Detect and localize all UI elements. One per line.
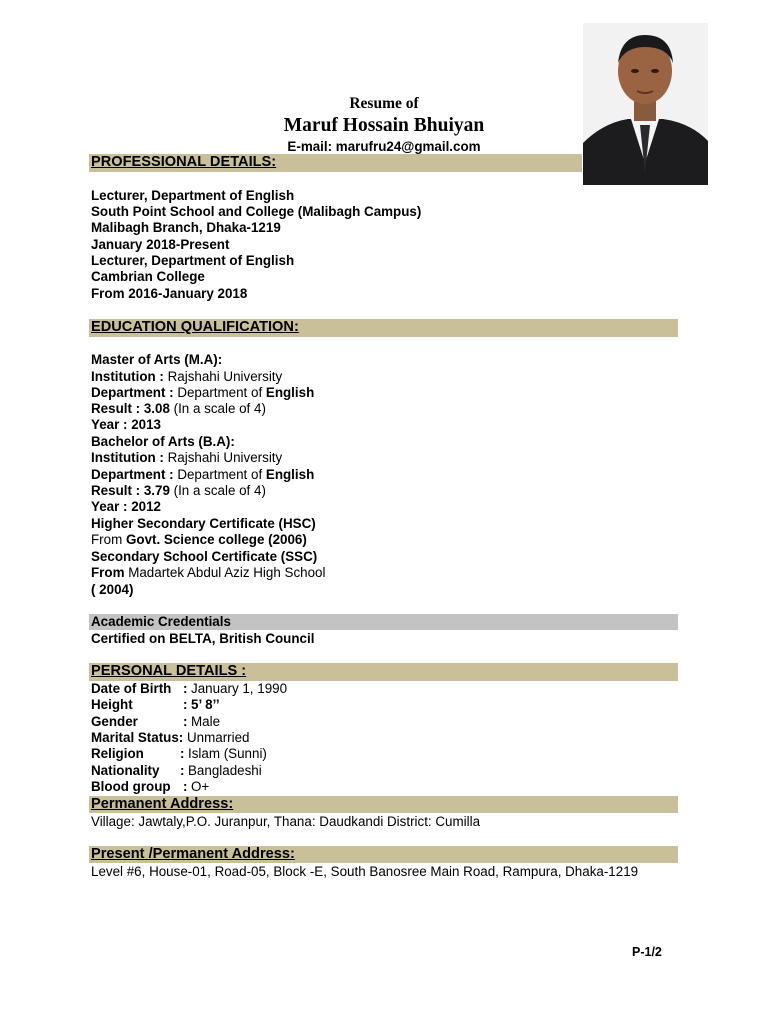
permanent-address-line: Village: Jawtaly,P.O. Juranpur, Thana: Daudkandi District: Cumilla bbox=[91, 814, 481, 829]
hsc-title: Higher Secondary Certificate (HSC) bbox=[91, 516, 316, 531]
professional-line: Malibagh Branch, Dhaka-1219 bbox=[91, 220, 281, 235]
resume-of-label: Resume of bbox=[349, 95, 419, 112]
professional-line: South Point School and College (Malibagh Campus) bbox=[91, 204, 422, 219]
professional-line: January 2018-Present bbox=[91, 237, 230, 252]
hsc-from: From Govt. Science college (2006) bbox=[91, 532, 307, 547]
profile-photo bbox=[583, 23, 708, 185]
personal-row-gender: Gender : Male bbox=[91, 714, 221, 729]
ssc-year: ( 2004) bbox=[91, 582, 134, 597]
email-line: E-mail: marufru24@gmail.com bbox=[287, 139, 481, 154]
page-number: P-1/2 bbox=[632, 945, 662, 959]
ma-department: Department : Department of English bbox=[91, 385, 315, 400]
ba-institution: Institution : Rajshahi University bbox=[91, 450, 283, 465]
personal-details-heading: PERSONAL DETAILS : bbox=[89, 663, 678, 681]
ssc-title: Secondary School Certificate (SSC) bbox=[91, 549, 318, 564]
ba-year: Year : 2012 bbox=[91, 499, 161, 514]
personal-row-nationality: Nationality : Bangladeshi bbox=[91, 763, 262, 778]
personal-row-dob: Date of Birth : January 1, 1990 bbox=[91, 681, 288, 696]
present-address-heading: Present /Permanent Address: bbox=[89, 846, 678, 863]
ba-title: Bachelor of Arts (B.A): bbox=[91, 434, 235, 449]
personal-row-blood-group: Blood group : O+ bbox=[91, 779, 210, 794]
professional-line: Lecturer, Department of English bbox=[91, 188, 295, 203]
academic-credentials-heading: Academic Credentials bbox=[89, 614, 678, 630]
professional-line: Lecturer, Department of English bbox=[91, 253, 295, 268]
ma-institution: Institution : Rajshahi University bbox=[91, 369, 283, 384]
personal-row-height: Height : 5’ 8’’ bbox=[91, 697, 220, 712]
academic-credential-line: Certified on BELTA, British Council bbox=[91, 631, 315, 646]
professional-line: From 2016-January 2018 bbox=[91, 286, 248, 301]
professional-line: Cambrian College bbox=[91, 269, 205, 284]
personal-row-religion: Religion : Islam (Sunni) bbox=[91, 746, 267, 761]
ba-result: Result : 3.79 (In a scale of 4) bbox=[91, 483, 266, 498]
ba-department: Department : Department of English bbox=[91, 467, 315, 482]
ma-year: Year : 2013 bbox=[91, 417, 161, 432]
ma-title: Master of Arts (M.A): bbox=[91, 352, 223, 367]
candidate-name: Maruf Hossain Bhuiyan bbox=[283, 115, 485, 136]
ma-result: Result : 3.08 (In a scale of 4) bbox=[91, 401, 266, 416]
ssc-from: From Madartek Abdul Aziz High School bbox=[91, 565, 326, 580]
professional-details-heading: PROFESSIONAL DETAILS: bbox=[89, 154, 582, 172]
person-portrait-icon bbox=[583, 23, 708, 185]
present-address-line: Level #6, House-01, Road-05, Block -E, South Banosree Main Road, Rampura, Dhaka-1219 bbox=[91, 864, 639, 879]
education-heading: EDUCATION QUALIFICATION: bbox=[89, 319, 678, 337]
permanent-address-heading: Permanent Address: bbox=[89, 796, 678, 813]
personal-row-marital: Marital Status: Unmarried bbox=[91, 730, 250, 745]
